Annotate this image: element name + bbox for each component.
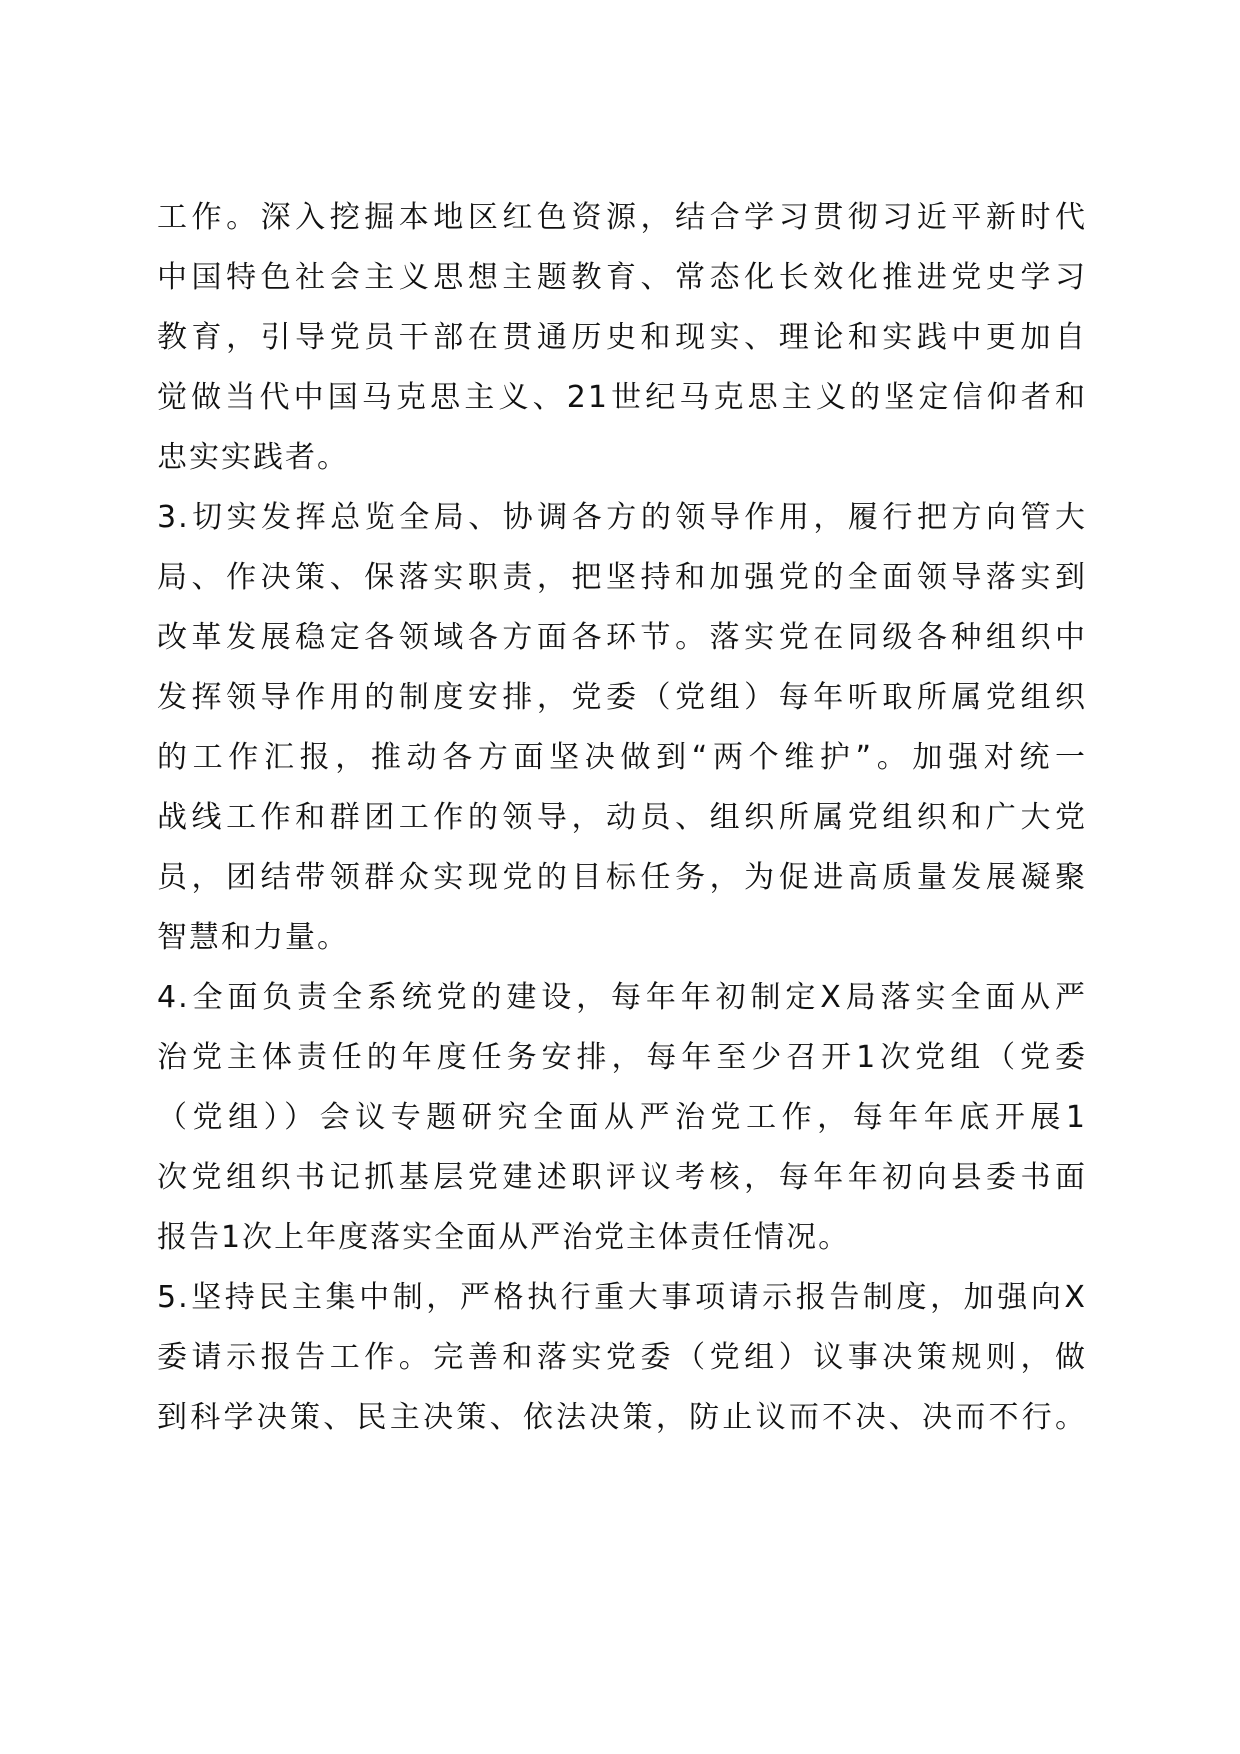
- text-line: （党组））会议专题研究全面从严治党工作，每年年底开展1: [157, 1100, 1087, 1135]
- text-line: 报告1次上年度落实全面从严治党主体责任情况。: [157, 1220, 851, 1255]
- text-line: 到科学决策、民主决策、依法决策，防止议而不决、决而不行。: [157, 1400, 1087, 1435]
- text-line: 次党组织书记抓基层党建述职评议考核，每年年初向县委书面: [157, 1160, 1087, 1195]
- text-line: 智慧和力量。: [157, 920, 349, 955]
- text-line: 局、作决策、保落实职责，把坚持和加强党的全面领导落实到: [157, 560, 1087, 595]
- text-line: 工作。深入挖掘本地区红色资源，结合学习贯彻习近平新时代: [157, 200, 1087, 235]
- text-line: 觉做当代中国马克思主义、21世纪马克思主义的坚定信仰者和: [157, 380, 1087, 415]
- text-line: 中国特色社会主义思想主题教育、常态化长效化推进党史学习: [157, 260, 1087, 295]
- text-line: 5.坚持民主集中制，严格执行重大事项请示报告制度，加强向X: [157, 1280, 1087, 1315]
- text-line: 改革发展稳定各领域各方面各环节。落实党在同级各种组织中: [157, 620, 1087, 655]
- text-line: 4.全面负责全系统党的建设，每年年初制定X局落实全面从严: [157, 980, 1087, 1015]
- text-line: 发挥领导作用的制度安排，党委（党组）每年听取所属党组织: [157, 680, 1087, 715]
- text-line: 战线工作和群团工作的领导，动员、组织所属党组织和广大党: [157, 800, 1087, 835]
- text-line: 治党主体责任的年度任务安排，每年至少召开1次党组（党委: [157, 1040, 1087, 1075]
- text-line: 的工作汇报，推动各方面坚决做到“两个维护”。加强对统一: [157, 740, 1087, 775]
- body-text: [157, 188, 1087, 1448]
- text-line: 委请示报告工作。完善和落实党委（党组）议事决策规则，做: [157, 1340, 1087, 1375]
- text-line: 忠实实践者。: [157, 440, 349, 475]
- text-line: 3.切实发挥总览全局、协调各方的领导作用，履行把方向管大: [157, 500, 1087, 535]
- text-line: 员，团结带领群众实现党的目标任务，为促进高质量发展凝聚: [157, 860, 1087, 895]
- text-line: 教育，引导党员干部在贯通历史和现实、理论和实践中更加自: [157, 320, 1087, 355]
